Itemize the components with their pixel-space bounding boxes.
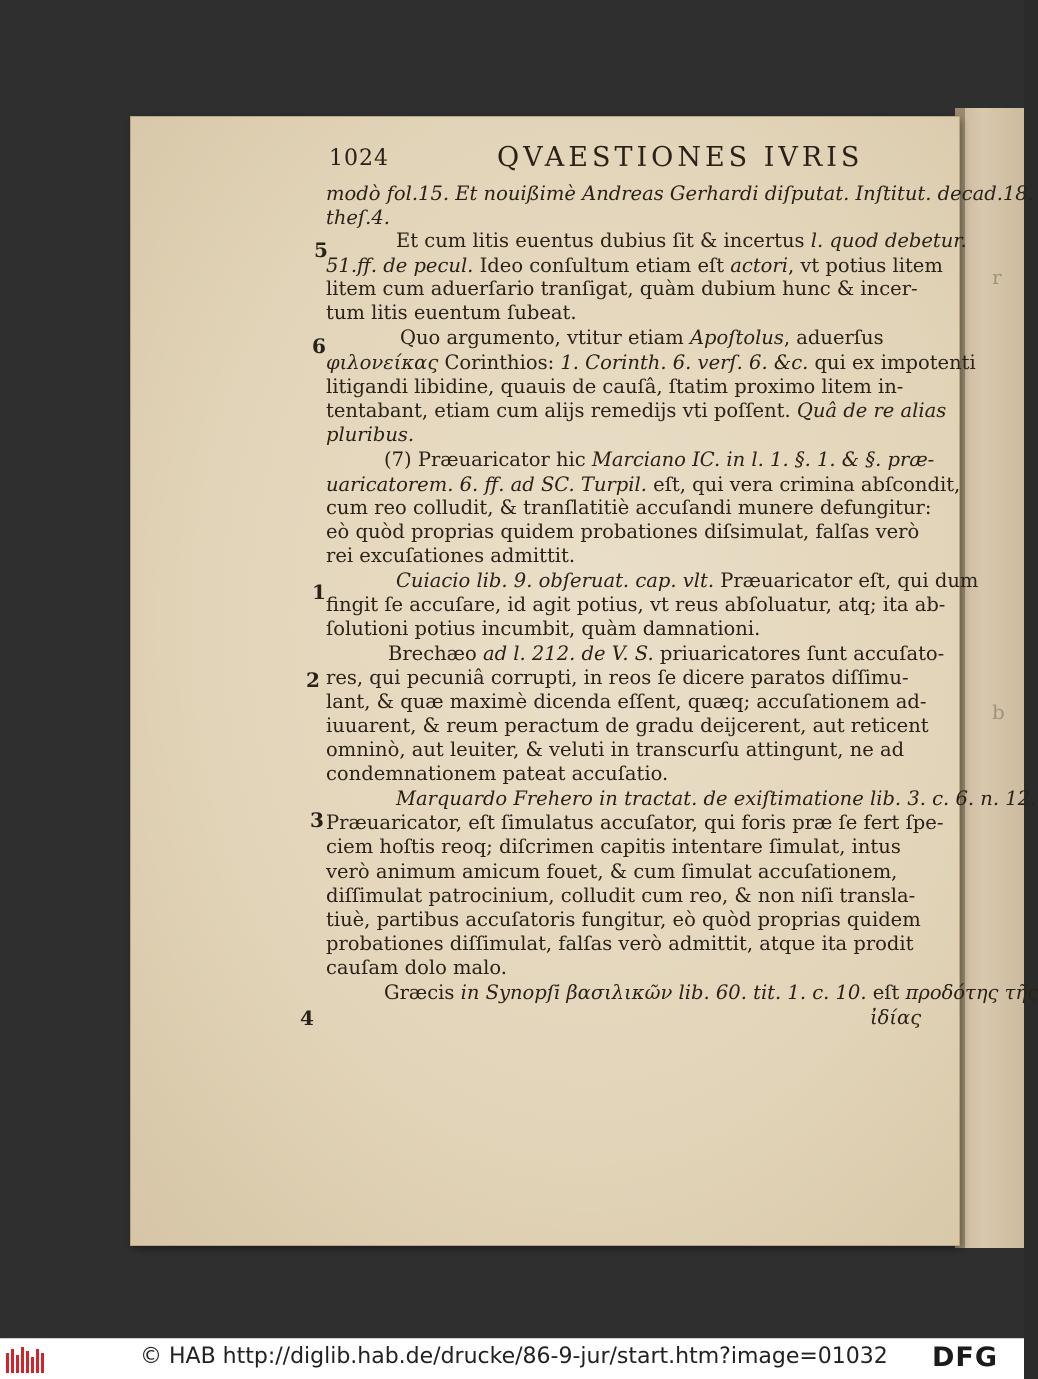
text-line xyxy=(326,738,904,762)
text-run: 51.ff. de pecul. xyxy=(326,254,474,277)
text-run: diſſimulat patrocinium, colludit cum reo, & non niſi transla- xyxy=(326,884,916,907)
text-run: litem cum aduerſario tranſigat, quàm dubium hunc & incer- xyxy=(326,277,918,300)
text-line xyxy=(326,375,903,399)
text-run: litigandi libidine, quauis de cauſâ, ſtatim proximo litem in- xyxy=(326,375,904,398)
text-line xyxy=(326,254,943,278)
text-line xyxy=(326,277,918,301)
text-line xyxy=(326,593,945,617)
text-line xyxy=(326,351,976,375)
page-number: 1024 xyxy=(329,146,389,171)
text-line xyxy=(326,666,909,690)
text-run: modò fol.15. Et nouißimè Andreas Gerhardi diſputat. Inſtitut. decad.18. xyxy=(326,182,1034,205)
text-run: l. quod debetur. xyxy=(810,229,967,252)
text-run: eſt xyxy=(866,981,906,1004)
text-run: cauſam dolo malo. xyxy=(326,956,507,979)
text-run: ad l. 212. de V. S. xyxy=(482,642,654,665)
text-run: φιλονείκας xyxy=(326,351,439,374)
text-line xyxy=(326,811,943,835)
text-run: probationes diſſimulat, falſas verò admittit, atque ita prodit xyxy=(326,932,914,955)
text-run: fingit ſe accuſare, id agit potius, vt reus abſoluatur, atq; ita ab- xyxy=(326,593,946,616)
dfg-logo[interactable]: DFG xyxy=(932,1342,999,1373)
text-run: ἰδίας xyxy=(870,1006,922,1029)
text-line xyxy=(870,1006,921,1030)
text-run: priuaricatores ſunt accuſato- xyxy=(653,642,945,665)
text-line xyxy=(326,884,915,908)
text-run: Græcis xyxy=(384,981,461,1004)
text-line xyxy=(384,981,1038,1005)
text-line xyxy=(396,229,967,253)
text-run: προδότης τῆς xyxy=(905,981,1038,1004)
text-line xyxy=(326,714,929,738)
text-run: Ideo conſultum etiam eſt xyxy=(473,254,731,277)
text-line xyxy=(326,399,946,423)
margin-number: 3 xyxy=(310,808,324,832)
text-line xyxy=(326,423,414,447)
text-run: lant, & quæ maximè dicenda eſſent, quæq; accuſationem ad- xyxy=(326,690,927,713)
text-run: tum litis euentum ſubeat. xyxy=(326,301,577,324)
text-run: (7) Præuaricator hic xyxy=(384,448,592,471)
text-run: res, qui pecuniâ corrupti, in reos ſe dicere paratos diſſimu- xyxy=(326,666,909,689)
text-run: uaricatorem. 6. ff. ad SC. Turpil. xyxy=(326,473,647,496)
copyright-url[interactable]: © HAB http://diglib.hab.de/drucke/86-9-jur/start.htm?image=01032 xyxy=(140,1344,888,1369)
text-line xyxy=(400,326,884,350)
text-line xyxy=(326,206,390,230)
running-title: QVAESTIONES IVRIS xyxy=(497,142,864,173)
text-line xyxy=(326,544,575,568)
text-line xyxy=(326,690,927,714)
hab-logo-icon[interactable] xyxy=(6,1347,48,1377)
text-line xyxy=(326,301,577,325)
margin-number: 5 xyxy=(314,238,328,262)
text-run: Marciano IC. in l. 1. §. 1. & §. præ- xyxy=(591,448,935,471)
text-run: in Synopſi βασιλικῶν lib. 60. tit. 1. c. 10. xyxy=(460,981,867,1004)
text-line xyxy=(326,182,1034,206)
text-run: rei excuſationes admittit. xyxy=(326,544,576,567)
text-run: Corinthios: xyxy=(438,351,561,374)
text-run: , vt potius litem xyxy=(787,254,943,277)
text-run: eò quòd proprias quidem probationes diſsimulat, falſas verò xyxy=(326,520,920,543)
bleed-through-mark: r xyxy=(992,265,1002,289)
text-run: Præuaricator, eſt ſimulatus accuſator, qui foris præ ſe fert ſpe- xyxy=(326,811,944,834)
text-run: omninò, aut leuiter, & veluti in transcurſu attingunt, ne ad xyxy=(326,738,905,761)
text-run: tiuè, partibus accuſatoris fungitur, eò quòd proprias quidem xyxy=(326,908,921,931)
text-run: 1. Corinth. 6. verſ. 6. &c. xyxy=(560,351,809,374)
text-run: Quo argumento, vtitur etiam xyxy=(400,326,690,349)
text-line xyxy=(326,932,913,956)
text-line xyxy=(396,787,1036,811)
margin-number: 2 xyxy=(306,668,320,692)
next-page-edge xyxy=(955,108,1024,1248)
text-line xyxy=(396,569,978,593)
text-run: Brechæo xyxy=(388,642,483,665)
text-run: Et cum litis euentus dubius ſit & incertus xyxy=(396,229,811,252)
text-run: actori xyxy=(730,254,788,277)
footer-bar xyxy=(0,1338,1024,1379)
text-line xyxy=(326,473,960,497)
text-run: qui ex impotenti xyxy=(808,351,976,374)
text-run: verò animum amicum fouet, & cum ſimulat accuſationem, xyxy=(326,860,898,883)
text-run: Apoſtolus xyxy=(689,326,784,349)
running-head xyxy=(329,142,929,182)
text-run: pluribus. xyxy=(326,423,415,446)
text-line xyxy=(388,642,944,666)
bleed-through-mark: b xyxy=(992,700,1005,724)
text-line xyxy=(326,956,507,980)
text-run: Cuiacio lib. 9. obſeruat. cap. vlt. xyxy=(396,569,715,592)
text-run: ſolutioni potius incumbit, quàm damnationi. xyxy=(326,617,761,640)
text-run: condemnationem pateat accuſatio. xyxy=(326,762,669,785)
text-run: ciem hoſtis reoq; diſcrimen capitis intentare ſimulat, intus xyxy=(326,835,901,858)
text-line xyxy=(326,762,668,786)
text-line xyxy=(326,617,760,641)
text-run: Præuaricator eſt, qui dum xyxy=(714,569,979,592)
text-line xyxy=(326,835,901,859)
margin-number: 6 xyxy=(312,334,326,358)
text-line xyxy=(326,908,921,932)
text-run: Quâ de re alias xyxy=(796,399,947,422)
margin-number: 4 xyxy=(300,1006,314,1030)
text-run: Marquardo Frehero in tractat. de exiſtimatione lib. 3. c. 6. n. 12. xyxy=(396,787,1037,810)
text-run: cum reo colludit, & tranſlatitiè accuſandi munere defungitur: xyxy=(326,496,932,519)
margin-number: 1 xyxy=(312,580,326,604)
text-run: , aduerſus xyxy=(783,326,884,349)
text-line xyxy=(326,496,931,520)
text-run: theſ.4. xyxy=(326,206,390,229)
text-run: iuuarent, & reum peractum de gradu deijcerent, aut reticent xyxy=(326,714,929,737)
text-line xyxy=(384,448,934,472)
text-run: tentabant, etiam cum alijs remedijs vti poſſent. xyxy=(326,399,797,422)
text-line xyxy=(326,860,897,884)
text-run: eſt, qui vera crimina abſcondit, xyxy=(646,473,961,496)
text-line xyxy=(326,520,919,544)
